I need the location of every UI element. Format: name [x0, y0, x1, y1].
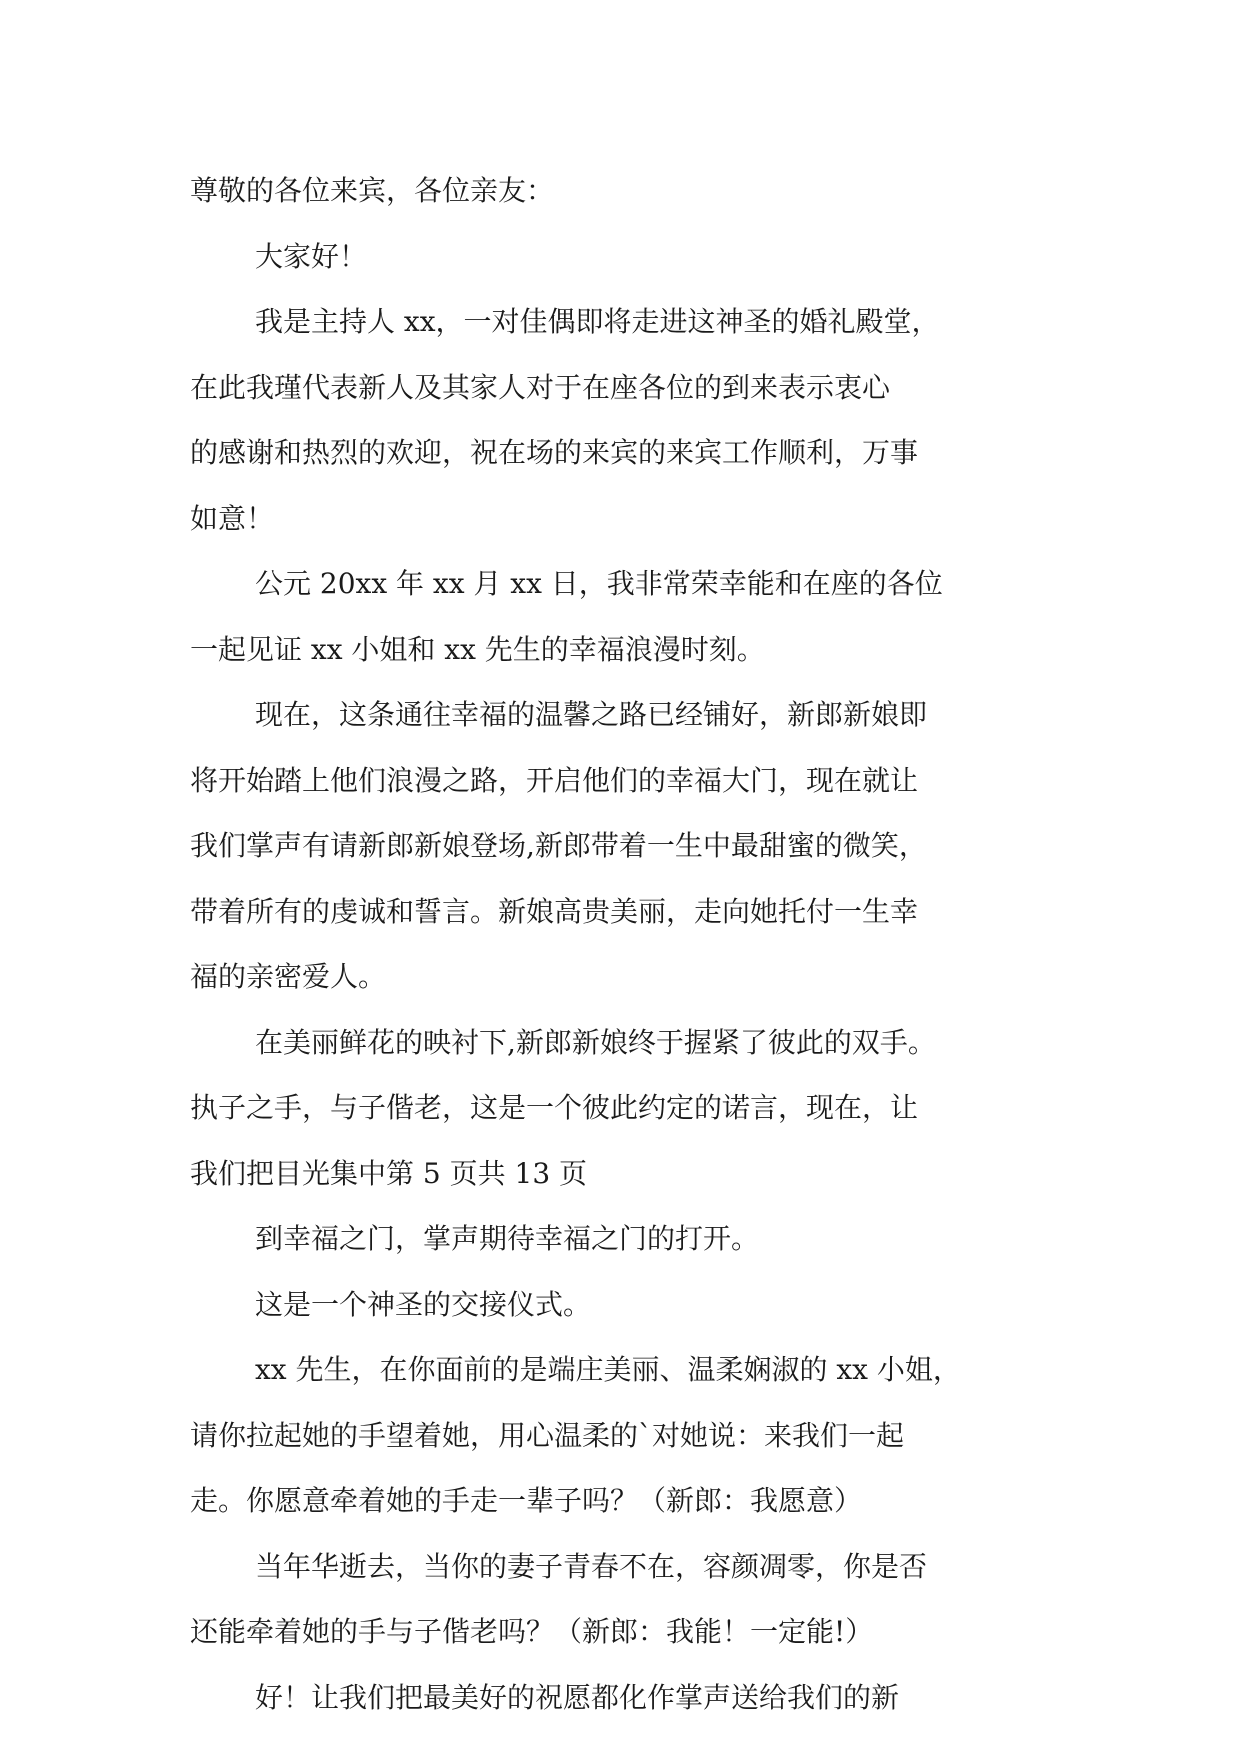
- text-line: 一起见证 xx 小姐和 xx 先生的幸福浪漫时刻。: [190, 632, 765, 666]
- text-line: 执子之手，与子偕老，这是一个彼此约定的诺言，现在，让: [190, 1091, 919, 1124]
- text-line: 如意！: [190, 501, 275, 535]
- text-line: 请你拉起她的手望着她，用心温柔的`对她说：来我们一起: [190, 1418, 905, 1452]
- text-line: 尊敬的各位来宾，各位亲友：: [190, 174, 555, 207]
- text-line: 我们把目光集中第 5 页共 13 页: [190, 1156, 588, 1190]
- text-line: 大家好！: [255, 239, 368, 273]
- text-line: 在美丽鲜花的映衬下,新郎新娘终于握紧了彼此的双手。: [255, 1025, 936, 1059]
- text-line: 将开始踏上他们浪漫之路，开启他们的幸福大门，现在就让: [190, 763, 919, 797]
- text-line: 福的亲密爱人。: [190, 960, 387, 993]
- text-line: 当年华逝去，当你的妻子青春不在，容颜凋零，你是否: [255, 1549, 928, 1583]
- text-line: 这是一个神圣的交接仪式。: [255, 1287, 592, 1321]
- text-line: 在此我瑾代表新人及其家人对于在座各位的到来表示衷心: [190, 370, 891, 404]
- text-line: xx 先生，在你面前的是端庄美丽、温柔娴淑的 xx 小姐，: [255, 1353, 961, 1386]
- text-line: 走。你愿意牵着她的手走一辈子吗？（新郎：我愿意）: [190, 1484, 863, 1517]
- text-line: 还能牵着她的手与子偕老吗？（新郎：我能！一定能!）: [190, 1615, 874, 1648]
- document-body: [190, 158, 1060, 1730]
- text-line: 好！让我们把最美好的祝愿都化作掌声送给我们的新: [255, 1680, 900, 1714]
- text-line: 公元 20xx 年 xx 月 xx 日，我非常荣幸能和在座的各位: [255, 567, 943, 600]
- text-line: 我是主持人 xx，一对佳偶即将走进这神圣的婚礼殿堂，: [255, 305, 940, 338]
- text-line: 现在，这条通往幸福的温馨之路已经铺好，新郎新娘即: [255, 698, 928, 731]
- text-line: 到幸福之门，掌声期待幸福之门的打开。: [255, 1222, 760, 1255]
- text-line: 的感谢和热烈的欢迎，祝在场的来宾的来宾工作顺利，万事: [190, 436, 919, 469]
- text-line: 带着所有的虔诚和誓言。新娘高贵美丽，走向她托付一生幸: [190, 894, 919, 928]
- text-line: 我们掌声有请新郎新娘登场,新郎带着一生中最甜蜜的微笑，: [190, 829, 927, 862]
